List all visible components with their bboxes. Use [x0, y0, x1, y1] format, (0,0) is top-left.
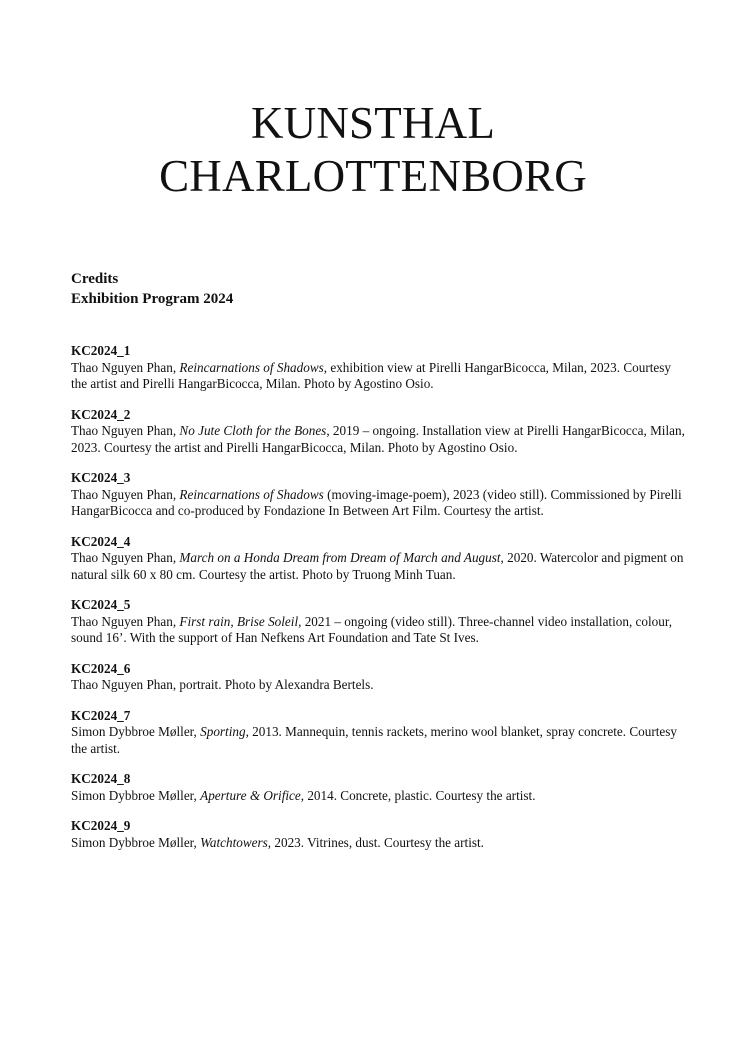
credit-entry	[71, 818, 686, 851]
credit-text-segment: , 2019 – ongoing. Installation view at Pirelli HangarBicocca, Milan, 2023. Courtesy the artist and Pirelli HangarBicocca, Milan. Photo by Agostino Osio.	[71, 423, 685, 455]
credit-code: KC2024_3	[71, 470, 131, 485]
credit-entry	[71, 597, 686, 647]
heading-program: Exhibition Program 2024	[71, 291, 234, 307]
work-title: First rain, Brise Soleil	[179, 613, 299, 629]
work-title: Reincarnations of Shadows	[179, 359, 324, 375]
credit-text-segment: , 2014. Concrete, plastic. Courtesy the artist.	[300, 787, 536, 803]
credit-text	[71, 614, 686, 647]
work-title: Sporting	[200, 724, 246, 739]
credit-entry	[71, 534, 686, 584]
credit-text-segment: Thao Nguyen Phan,	[71, 359, 180, 375]
credit-code: KC2024_6	[71, 660, 131, 676]
credit-text-segment: Thao Nguyen Phan,	[71, 550, 180, 565]
credit-text-segment: Thao Nguyen Phan, portrait. Photo by Alexandra Bertels.	[71, 677, 374, 692]
credit-text	[71, 788, 686, 805]
credit-entry	[71, 470, 686, 520]
credit-entry	[71, 661, 686, 694]
work-title: Reincarnations of Shadows	[179, 486, 324, 502]
heading-credits: Credits	[71, 271, 119, 287]
credit-text	[71, 487, 686, 520]
credit-text	[71, 423, 686, 456]
credit-text	[71, 360, 686, 393]
credit-text-segment: Simon Dybbroe Møller,	[71, 724, 201, 739]
credit-text-segment: , 2020. Watercolor and pigment on natural silk 60 x 80 cm. Courtesy the artist. Photo by Truong Minh Tuan.	[71, 550, 684, 582]
credit-code: KC2024_5	[71, 597, 131, 612]
work-title: March on a Honda Dream from Dream of March and August	[179, 550, 501, 565]
work-title: Watchtowers	[200, 834, 268, 850]
credit-text-segment: (moving-image-poem), 2023 (video still). Commissioned by Pirelli HangarBicocca and co-produced by Fondazione In Between Art Film. Courtesy the artist.	[71, 486, 682, 518]
credit-text	[71, 724, 686, 757]
credit-code: KC2024_8	[71, 771, 131, 786]
credit-text-segment: , 2013. Mannequin, tennis rackets, merino wool blanket, spray concrete. Courtesy the artist.	[71, 724, 677, 756]
credit-text-segment: Thao Nguyen Phan,	[71, 486, 180, 502]
work-title: Aperture & Orifice	[200, 787, 301, 803]
credit-text-segment: , exhibition view at Pirelli HangarBicocca, Milan, 2023. Courtesy the artist and Pirelli HangarBicocca, Milan. Photo by Agostino Osio.	[71, 359, 671, 391]
credit-entry	[71, 407, 686, 457]
credit-text	[71, 835, 686, 852]
credit-text	[71, 550, 686, 583]
credit-entry	[71, 708, 686, 758]
credit-code: KC2024_9	[71, 818, 131, 833]
credit-code: KC2024_4	[71, 533, 131, 549]
credits-list	[71, 343, 686, 865]
credit-text-segment: Thao Nguyen Phan,	[71, 613, 180, 629]
credit-entry	[71, 771, 686, 804]
credit-text-segment: Thao Nguyen Phan,	[71, 423, 180, 438]
credit-text-segment: Simon Dybbroe Møller,	[71, 787, 201, 803]
credit-text	[71, 677, 686, 694]
masthead-line-2: CHARLOTTENBORG	[159, 151, 587, 201]
credit-text-segment: , 2023. Vitrines, dust. Courtesy the artist.	[267, 834, 484, 850]
credit-text-segment: , 2021 – ongoing (video still). Three-channel video installation, colour, sound 16’. With the support of Han Nefkens Art Foundation and Tate St Ives.	[71, 613, 673, 645]
work-title: No Jute Cloth for the Bones	[179, 423, 327, 438]
credit-code: KC2024_1	[71, 343, 131, 358]
credit-text-segment: Simon Dybbroe Møller,	[71, 834, 201, 850]
credits-heading	[71, 269, 233, 309]
credit-entry	[71, 343, 686, 393]
credit-code: KC2024_2	[71, 406, 131, 422]
credit-code: KC2024_7	[71, 707, 131, 723]
masthead-line-1: KUNSTHAL	[250, 98, 496, 148]
masthead-title	[0, 97, 746, 203]
